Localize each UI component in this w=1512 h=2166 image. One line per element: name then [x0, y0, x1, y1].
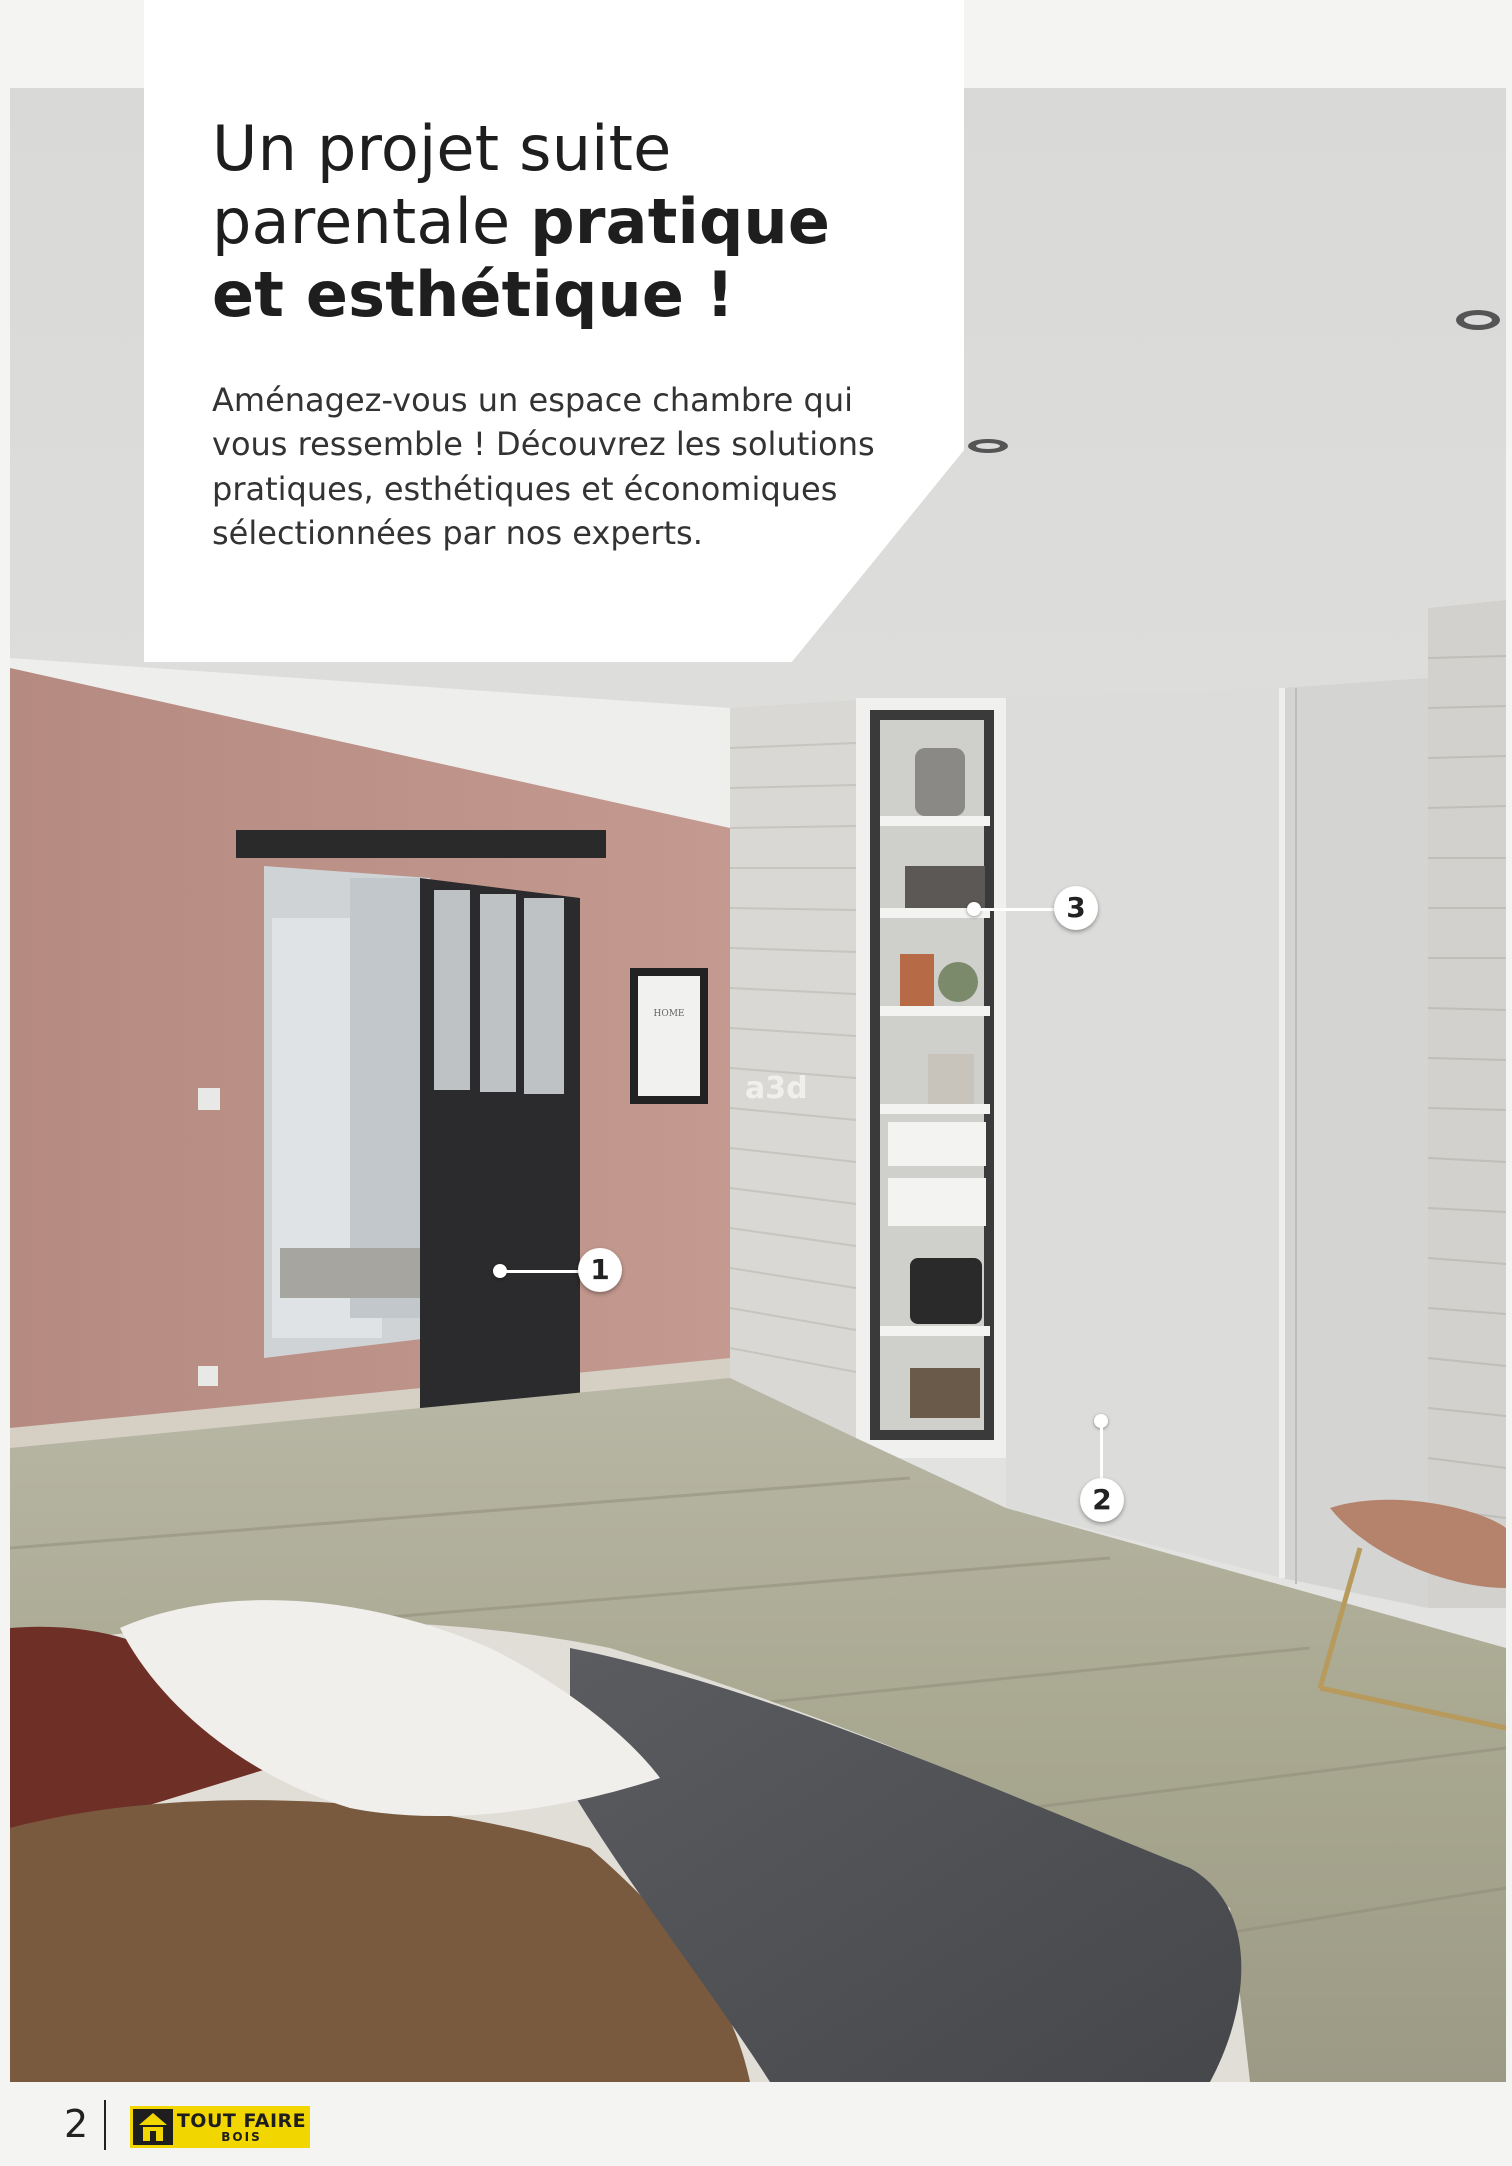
brand-logo	[130, 2106, 310, 2148]
page-headline	[212, 112, 912, 331]
callout-2-line	[1100, 1420, 1103, 1478]
watermark-text: a3d	[745, 1071, 808, 1106]
logo-line2: BOIS	[221, 2129, 262, 2144]
headline-line2-regular: parentale	[212, 185, 531, 259]
callout-1-line	[500, 1270, 580, 1273]
logo-line1: TOUT FAIRE	[176, 2109, 307, 2132]
callout-1-badge[interactable]: 1	[578, 1248, 622, 1292]
poster-text: HOME	[653, 1009, 685, 1019]
headline-line1: Un projet suite	[212, 112, 672, 185]
page-number: 2	[64, 2102, 89, 2146]
tree-house-icon	[133, 2109, 173, 2145]
intro-paragraph: Aménagez-vous un espace chambre qui vous ressemble ! Découvrez les solutions pratiques, esthétiques et économiques sélectionnées par nos experts.	[212, 381, 875, 553]
footer-divider	[104, 2100, 106, 2150]
headline-line2-bold: pratique	[530, 185, 831, 259]
callout-3-badge[interactable]: 3	[1054, 886, 1098, 930]
callout-3-line	[974, 908, 1060, 911]
logo-text	[173, 2109, 310, 2144]
callout-2-badge[interactable]: 2	[1080, 1478, 1124, 1522]
headline-line3-bold: et esthétique !	[212, 258, 735, 332]
